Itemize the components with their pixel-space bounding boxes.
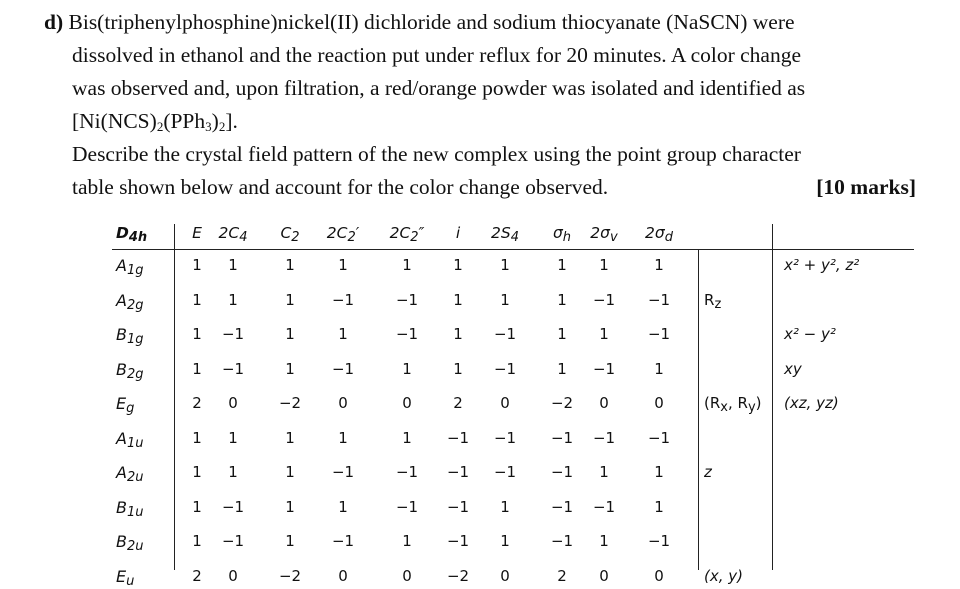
irrep-label: $B_{2u}$ xyxy=(116,532,144,554)
character-value: 1 xyxy=(557,325,567,343)
character-value: −1 xyxy=(395,325,419,343)
column-header: $2\sigma_v$ xyxy=(590,224,618,245)
quadratic-function: x² − y² xyxy=(784,325,836,343)
question-line-2: dissolved in ethanol and the reaction put under reflux for 20 minutes. A color change xyxy=(72,43,802,67)
character-value: 1 xyxy=(192,290,202,309)
character-value: −1 xyxy=(493,359,517,378)
character-value: −1 xyxy=(592,290,616,309)
character-value: 1 xyxy=(402,256,412,274)
character-value: −2 xyxy=(446,566,470,585)
character-value: 0 xyxy=(654,394,664,412)
character-value: 1 xyxy=(402,359,412,378)
character-value: −1 xyxy=(592,497,616,516)
character-value: −1 xyxy=(550,428,574,447)
character-value: 0 xyxy=(338,566,348,585)
column-header: $2S_4$ xyxy=(491,224,519,245)
irrep-label: $E_u$ xyxy=(116,566,135,589)
character-value: 0 xyxy=(402,566,412,585)
quadratic-function: (xz, yz) xyxy=(784,394,839,412)
character-value: 0 xyxy=(654,566,664,585)
character-value: −1 xyxy=(221,497,245,516)
character-value: 2 xyxy=(453,394,463,412)
character-value: 0 xyxy=(228,394,238,412)
character-value: −1 xyxy=(493,325,517,343)
character-value: −1 xyxy=(221,359,245,378)
character-value: 2 xyxy=(557,566,567,585)
character-value: 1 xyxy=(192,463,202,481)
character-value: −1 xyxy=(331,532,355,550)
character-table xyxy=(112,222,922,589)
character-value: −1 xyxy=(395,290,419,309)
question-line-4: $[Ni(NCS)_2(PPh_3)_2]$. xyxy=(72,109,238,134)
linear-function: (x, y) xyxy=(704,566,743,585)
character-value: −1 xyxy=(592,359,616,378)
character-value: 1 xyxy=(500,256,510,274)
character-value: −1 xyxy=(592,428,616,447)
character-value: 1 xyxy=(654,359,664,378)
character-value: −1 xyxy=(446,428,470,447)
column-header: i xyxy=(455,224,461,242)
character-value: −1 xyxy=(647,532,671,550)
character-value: 0 xyxy=(338,394,348,412)
character-value: −1 xyxy=(395,497,419,516)
character-value: 1 xyxy=(500,497,510,516)
table-vertical-line xyxy=(698,250,699,570)
character-value: 1 xyxy=(654,497,664,516)
quadratic-function: x² + y², z² xyxy=(784,256,860,274)
character-value: 1 xyxy=(285,532,295,550)
irrep-label: $B_{1u}$ xyxy=(116,497,144,520)
character-value: −1 xyxy=(446,532,470,550)
character-value: −1 xyxy=(647,325,671,343)
character-value: 1 xyxy=(599,325,609,343)
character-value: 1 xyxy=(192,532,202,550)
character-value: 1 xyxy=(228,428,238,447)
character-value: 2 xyxy=(192,394,202,412)
question-line-6: table shown below and account for the color change observed. [10 marks] xyxy=(44,171,924,204)
irrep-label: $B_{2g}$ xyxy=(116,359,144,382)
character-value: 0 xyxy=(599,394,609,412)
character-value: 1 xyxy=(228,463,238,481)
character-value: −1 xyxy=(550,497,574,516)
column-header: $2\sigma_d$ xyxy=(645,224,673,245)
character-value: 1 xyxy=(338,256,348,274)
character-value: 1 xyxy=(192,497,202,516)
marks-label: [10 marks] xyxy=(816,175,916,199)
character-value: 1 xyxy=(192,428,202,447)
quadratic-function: xy xyxy=(784,359,802,378)
irrep-label: $E_g$ xyxy=(116,394,135,416)
character-value: 1 xyxy=(557,290,567,309)
character-value: −1 xyxy=(331,290,355,309)
character-value: −1 xyxy=(331,359,355,378)
question-label: d) xyxy=(44,10,64,34)
character-value: −1 xyxy=(395,463,419,481)
character-value: −1 xyxy=(647,290,671,309)
character-value: 0 xyxy=(228,566,238,585)
character-value: −1 xyxy=(446,463,470,481)
character-value: 1 xyxy=(338,428,348,447)
character-value: 1 xyxy=(285,325,295,343)
character-value: −2 xyxy=(278,566,302,585)
character-value: 1 xyxy=(402,532,412,550)
table-vertical-line xyxy=(174,224,175,570)
question-line-1: d) Bis(triphenylphosphine)nickel(II) dichloride and sodium thiocyanate (NaSCN) were xyxy=(44,10,795,34)
character-value: 1 xyxy=(402,428,412,447)
character-value: 1 xyxy=(453,290,463,309)
character-value: 1 xyxy=(285,359,295,378)
irrep-label: $A_{1u}$ xyxy=(116,428,144,451)
character-value: 1 xyxy=(557,256,567,274)
column-header: $\sigma_h$ xyxy=(552,224,572,245)
character-value: 1 xyxy=(654,256,664,274)
character-value: 1 xyxy=(285,463,295,481)
column-header: $2C_2'$ xyxy=(326,224,360,245)
irrep-label: $A_{2g}$ xyxy=(116,290,144,313)
character-value: 1 xyxy=(192,325,202,343)
character-value: 1 xyxy=(599,532,609,550)
point-group-label: $D_{4h}$ xyxy=(116,224,148,245)
question-text xyxy=(44,6,924,204)
linear-function: z xyxy=(704,463,712,481)
character-value: −1 xyxy=(550,463,574,481)
irrep-label: $B_{1g}$ xyxy=(116,325,144,347)
character-value: −2 xyxy=(550,394,574,412)
table-header-line xyxy=(112,249,914,250)
character-value: 1 xyxy=(192,256,202,274)
character-value: −1 xyxy=(647,428,671,447)
character-value: 1 xyxy=(228,256,238,274)
table-vertical-line xyxy=(772,224,773,570)
character-value: 0 xyxy=(500,566,510,585)
character-value: 1 xyxy=(338,497,348,516)
character-value: −2 xyxy=(278,394,302,412)
question-line-3: was observed and, upon filtration, a red/orange powder was isolated and identified as xyxy=(72,76,806,100)
character-value: −1 xyxy=(221,325,245,343)
character-value: 0 xyxy=(500,394,510,412)
character-value: 1 xyxy=(654,463,664,481)
character-value: 1 xyxy=(557,359,567,378)
character-value: 1 xyxy=(599,256,609,274)
character-value: 1 xyxy=(228,290,238,309)
character-value: 1 xyxy=(192,359,202,378)
character-value: 1 xyxy=(599,463,609,481)
character-value: 1 xyxy=(453,325,463,343)
character-value: 1 xyxy=(285,256,295,274)
column-header: $2C_2''$ xyxy=(389,224,425,245)
character-value: 1 xyxy=(453,256,463,274)
character-value: 1 xyxy=(500,532,510,550)
irrep-label: $A_{2u}$ xyxy=(116,463,144,485)
character-value: −1 xyxy=(493,463,517,481)
character-value: −1 xyxy=(331,463,355,481)
column-header: E xyxy=(192,224,202,242)
linear-function: ($R_x$, $R_y$) xyxy=(704,394,762,415)
question-line-5: Describe the crystal field pattern of the new complex using the point group character xyxy=(72,142,801,166)
character-value: −1 xyxy=(221,532,245,550)
character-value: 1 xyxy=(453,359,463,378)
character-value: −1 xyxy=(493,428,517,447)
irrep-label: $A_{1g}$ xyxy=(116,256,144,278)
character-value: −1 xyxy=(446,497,470,516)
character-value: 1 xyxy=(500,290,510,309)
character-value: −1 xyxy=(550,532,574,550)
character-value: 1 xyxy=(285,290,295,309)
character-value: 0 xyxy=(599,566,609,585)
column-header: $2C_4$ xyxy=(218,224,248,245)
character-value: 0 xyxy=(402,394,412,412)
character-value: 2 xyxy=(192,566,202,585)
character-value: 1 xyxy=(338,325,348,343)
column-header: $C_2$ xyxy=(280,224,300,245)
linear-function: $R_z$ xyxy=(704,290,722,312)
character-value: 1 xyxy=(285,428,295,447)
character-value: 1 xyxy=(285,497,295,516)
